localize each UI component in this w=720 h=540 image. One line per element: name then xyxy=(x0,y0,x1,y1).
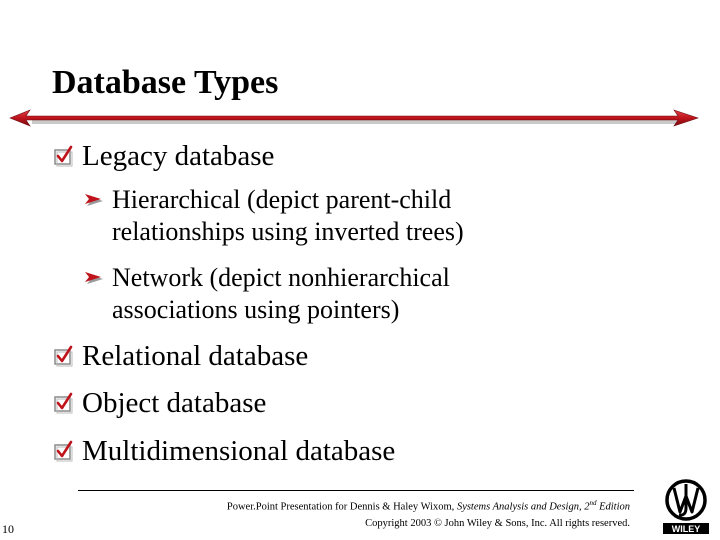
bullet-text: Legacy database xyxy=(82,140,275,172)
wiley-logo-icon xyxy=(662,478,710,534)
slide-title: Database Types xyxy=(52,64,279,101)
arrow-bullet-icon xyxy=(84,192,106,208)
checkbox-icon xyxy=(52,345,74,367)
sub-bullet-text: Hierarchical (depict parent-child relationships using inverted trees) xyxy=(112,185,464,246)
bullet-text: Relational database xyxy=(82,340,309,372)
checkbox-icon xyxy=(52,145,74,167)
footer-line-1 xyxy=(120,495,630,516)
footer-edition-sup: nd xyxy=(589,499,597,507)
footer-divider xyxy=(78,490,634,491)
footer-credits xyxy=(120,495,630,532)
footer-prefix: Power.Point Presentation for Dennis & Haley Wixom, xyxy=(226,501,457,513)
arrow-bullet-icon xyxy=(84,270,106,286)
footer-copyright: Copyright 2003 © John Wiley & Sons, Inc. All rights reserved. xyxy=(365,517,630,529)
footer-book-title: Systems Analysis and Design, 2 xyxy=(456,501,590,513)
checkbox-icon xyxy=(52,440,74,462)
checkbox-icon xyxy=(52,392,74,414)
bullet-text: Multidimensional database xyxy=(82,435,396,467)
sub-bullet-text: Network (depict nonhierarchical associations using pointers) xyxy=(112,263,450,324)
bullet-text: Object database xyxy=(82,387,267,419)
footer-edition: Edition xyxy=(596,501,630,513)
logo-text: WILEY xyxy=(671,524,701,534)
slide-number: 10 xyxy=(2,522,14,536)
